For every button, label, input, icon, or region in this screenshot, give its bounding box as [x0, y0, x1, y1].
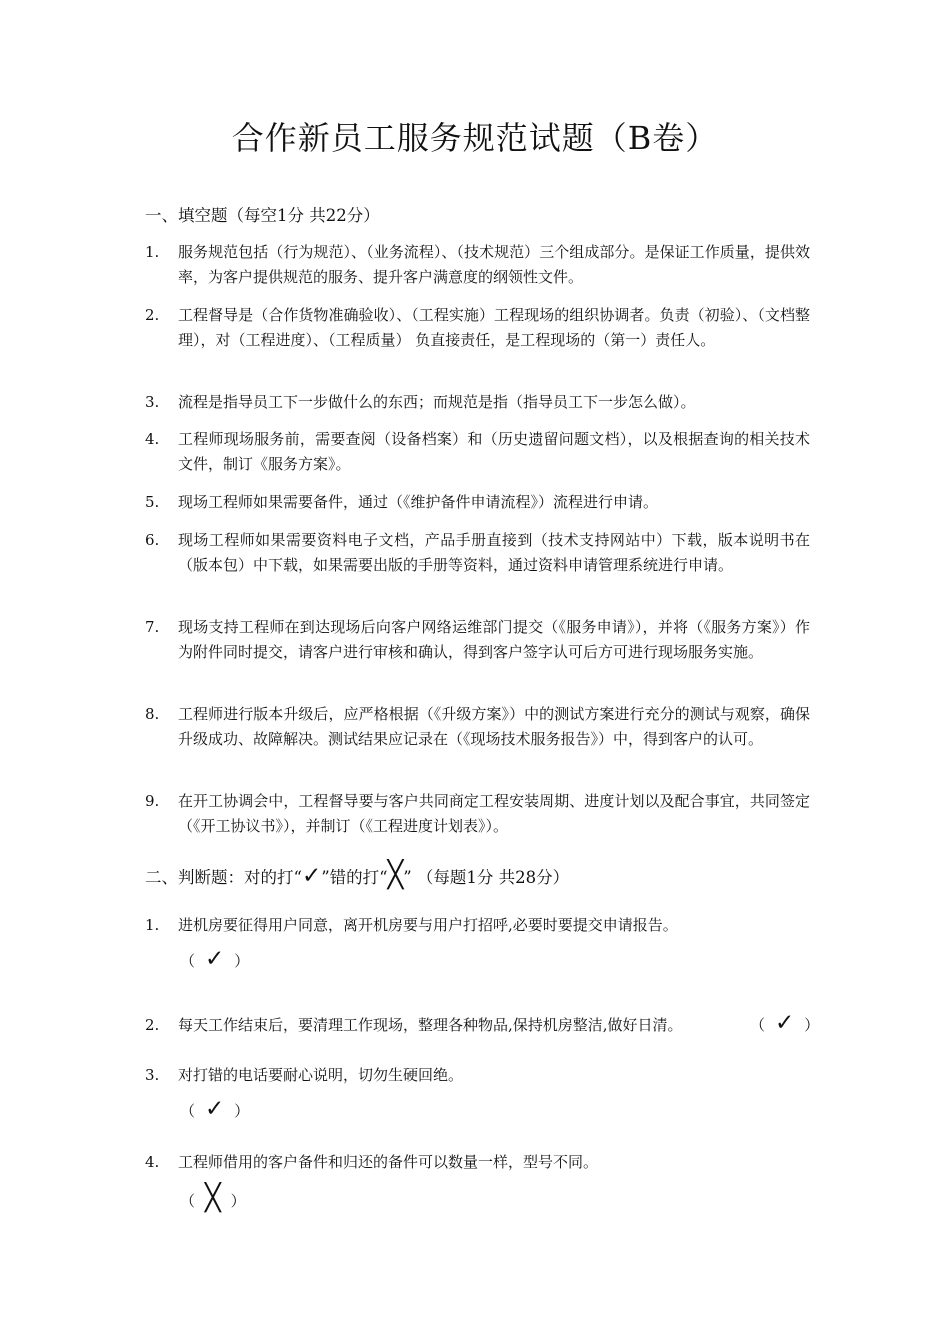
cross-mark-icon: ╳	[205, 1183, 221, 1213]
heading-prefix: 二、判断题：对的打“	[145, 868, 302, 887]
check-mark-icon: ✓	[775, 1010, 795, 1036]
answer-box	[180, 946, 249, 972]
question-text: 进机房要征得用户同意，离开机房要与用户打招呼,必要时要提交申请报告。	[178, 916, 678, 934]
question-text: 工程师进行版本升级后，应严格根据（《升级方案》）中的测试方案进行充分的测试与观察，确保升级成功、故障解决。测试结果应记录在（《现场技术服务报告》）中，得到客户的认可。	[178, 705, 810, 748]
question-number: 6.	[145, 531, 160, 549]
answer-open-paren: （	[750, 1016, 766, 1034]
judgment-item	[145, 1150, 810, 1175]
heading-suffix: ” （每题1分 共28分）	[403, 868, 570, 887]
question-item	[145, 615, 810, 664]
answer-open-paren: （	[180, 1102, 196, 1120]
question-text: 在开工协调会中，工程督导要与客户共同商定工程安装周期、进度计划以及配合事宜，共同签定（《开工协议书》），并制订（《工程进度计划表》）。	[178, 792, 810, 835]
question-number: 3.	[145, 1066, 160, 1084]
question-text: 对打错的电话要耐心说明，切勿生硬回绝。	[178, 1066, 464, 1084]
judgment-item	[145, 1063, 810, 1088]
question-number: 1.	[145, 243, 160, 261]
question-text: 工程师借用的客户备件和归还的备件可以数量一样，型号不同。	[178, 1153, 599, 1171]
question-number: 9.	[145, 792, 160, 810]
section-heading-true-false	[145, 860, 569, 890]
question-number: 4.	[145, 1153, 160, 1171]
question-text: 每天工作结束后，要清理工作现场，整理各种物品,保持机房整洁,做好日清。	[178, 1016, 683, 1034]
question-number: 2.	[145, 306, 160, 324]
question-number: 4.	[145, 430, 160, 448]
question-text: 工程督导是（合作货物准确验收）、（工程实施）工程现场的组织协调者。负责（初验）、（文档整理），对（工程进度）、（工程质量） 负直接责任，是工程现场的（第一）责任人。	[178, 306, 810, 349]
question-item	[145, 528, 810, 577]
question-text: 服务规范包括（行为规范）、（业务流程）、（技术规范）三个组成部分。是保证工作质量，提供效率，为客户提供规范的服务、提升客户满意度的纲领性文件。	[178, 243, 810, 286]
question-number: 5.	[145, 493, 160, 511]
check-mark-icon: ✓	[301, 863, 322, 889]
answer-close-paren: ）	[230, 1192, 246, 1210]
question-text: 现场工程师如果需要资料电子文档，产品手册直接到（技术支持网站中）下载，版本说明书在（版本包）中下载，如果需要出版的手册等资料，通过资料申请管理系统进行申请。	[178, 531, 810, 574]
section-heading-fill-in: 一、填空题（每空1分 共22分）	[145, 206, 380, 225]
cross-mark-icon: ╳	[387, 860, 404, 890]
question-text: 流程是指导员工下一步做什么的东西；而规范是指（指导员工下一步怎么做）。	[178, 393, 696, 411]
answer-box	[750, 1010, 819, 1036]
answer-box	[180, 1096, 249, 1122]
question-item	[145, 303, 810, 352]
question-item	[145, 490, 810, 515]
check-mark-icon: ✓	[205, 946, 225, 972]
answer-open-paren: （	[180, 952, 196, 970]
question-item	[145, 390, 810, 415]
question-number: 8.	[145, 705, 160, 723]
question-number: 2.	[145, 1016, 160, 1034]
question-number: 1.	[145, 916, 160, 934]
answer-box	[180, 1183, 246, 1213]
question-item	[145, 427, 810, 476]
judgment-item	[145, 1013, 700, 1038]
heading-middle: ”错的打“	[321, 868, 388, 887]
question-number: 3.	[145, 393, 160, 411]
judgment-item	[145, 913, 810, 938]
question-item	[145, 702, 810, 751]
check-mark-icon: ✓	[205, 1096, 225, 1122]
answer-close-paren: ）	[234, 1102, 250, 1120]
question-text: 现场支持工程师在到达现场后向客户网络运维部门提交（《服务申请》），并将（《服务方案》）作为附件同时提交，请客户进行审核和确认，得到客户签字认可后方可进行现场服务实施。	[178, 618, 810, 661]
answer-close-paren: ）	[234, 952, 250, 970]
question-item	[145, 240, 810, 289]
question-number: 7.	[145, 618, 160, 636]
question-text: 工程师现场服务前，需要查阅（设备档案）和（历史遗留问题文档），以及根据查询的相关技术文件，制订《服务方案》。	[178, 430, 810, 473]
question-text: 现场工程师如果需要备件，通过（《维护备件申请流程》）流程进行申请。	[178, 493, 659, 511]
document-title: 合作新员工服务规范试题（B卷）	[231, 119, 719, 157]
question-item	[145, 789, 810, 838]
answer-open-paren: （	[180, 1192, 196, 1210]
answer-close-paren: ）	[804, 1016, 820, 1034]
